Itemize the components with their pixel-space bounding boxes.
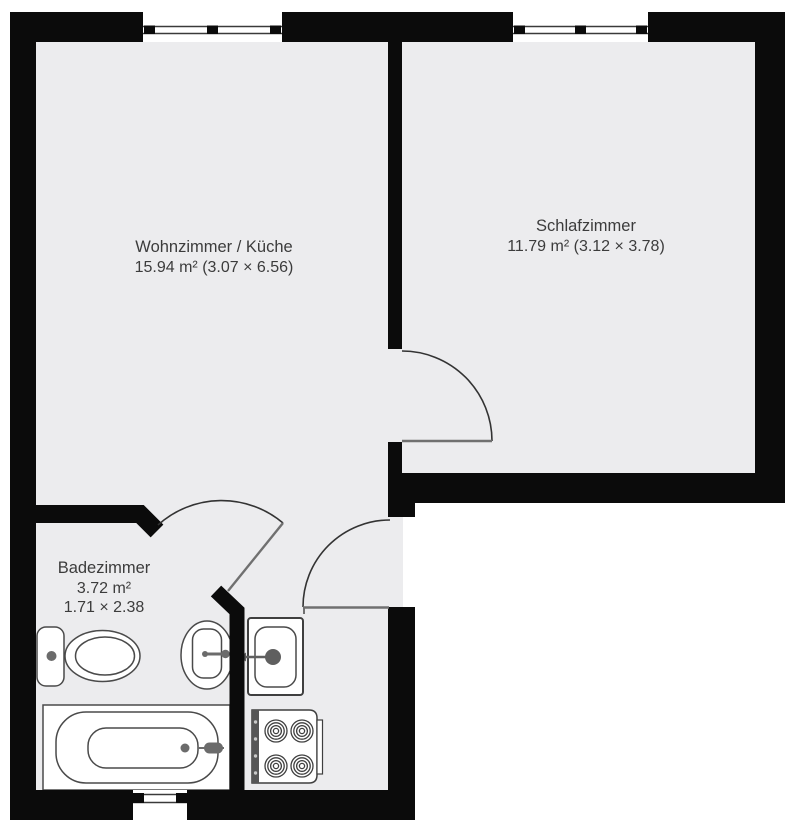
- window-bathroom: [133, 790, 187, 820]
- floor-living-kitchen: [36, 42, 402, 523]
- bathtub: [43, 705, 230, 790]
- stove: [252, 710, 323, 783]
- bathtub-faucet: [204, 743, 223, 754]
- bathtub-drain: [181, 744, 190, 753]
- toilet-seat: [76, 637, 135, 675]
- wall-bedroom-bottom: [388, 473, 785, 503]
- bathroom-sink: [181, 621, 233, 689]
- room-name: Badezimmer: [57, 559, 151, 577]
- entry-door-threshold: [403, 517, 415, 607]
- wall-interior-lower: [388, 442, 402, 473]
- bathroom-sink-knob-left: [202, 651, 208, 657]
- wall-left: [10, 12, 36, 820]
- wall-right: [755, 12, 785, 503]
- wall-interior-upper: [388, 42, 402, 349]
- bathroom-sink-knob-right: [221, 650, 229, 658]
- room-label-living-kitchen: [135, 238, 294, 277]
- stove-right-lip: [317, 720, 323, 774]
- room-area: 3.72 m²: [76, 579, 132, 597]
- wall-entry-top: [388, 503, 415, 517]
- window-bedroom: [513, 12, 648, 42]
- wall-top: [10, 12, 785, 42]
- window-living: [143, 12, 282, 42]
- room-details: 15.94 m² (3.07 × 6.56): [134, 258, 294, 276]
- room-name: Schlafzimmer: [536, 217, 636, 235]
- toilet: [37, 627, 140, 686]
- room-label-bedroom: [507, 217, 665, 256]
- floor-bedroom: [402, 42, 755, 473]
- room-label-bathroom: [58, 559, 151, 618]
- room-details: 11.79 m² (3.12 × 3.78): [507, 237, 665, 255]
- toilet-flush-button: [47, 651, 57, 661]
- kitchen-sink: [240, 618, 304, 695]
- wall-bottom: [10, 790, 415, 820]
- kitchen-sink-faucet: [265, 649, 281, 665]
- room-dimensions: 1.71 × 2.38: [63, 599, 145, 616]
- room-name: Wohnzimmer / Küche: [135, 238, 293, 256]
- wall-entry-bottom: [388, 607, 415, 820]
